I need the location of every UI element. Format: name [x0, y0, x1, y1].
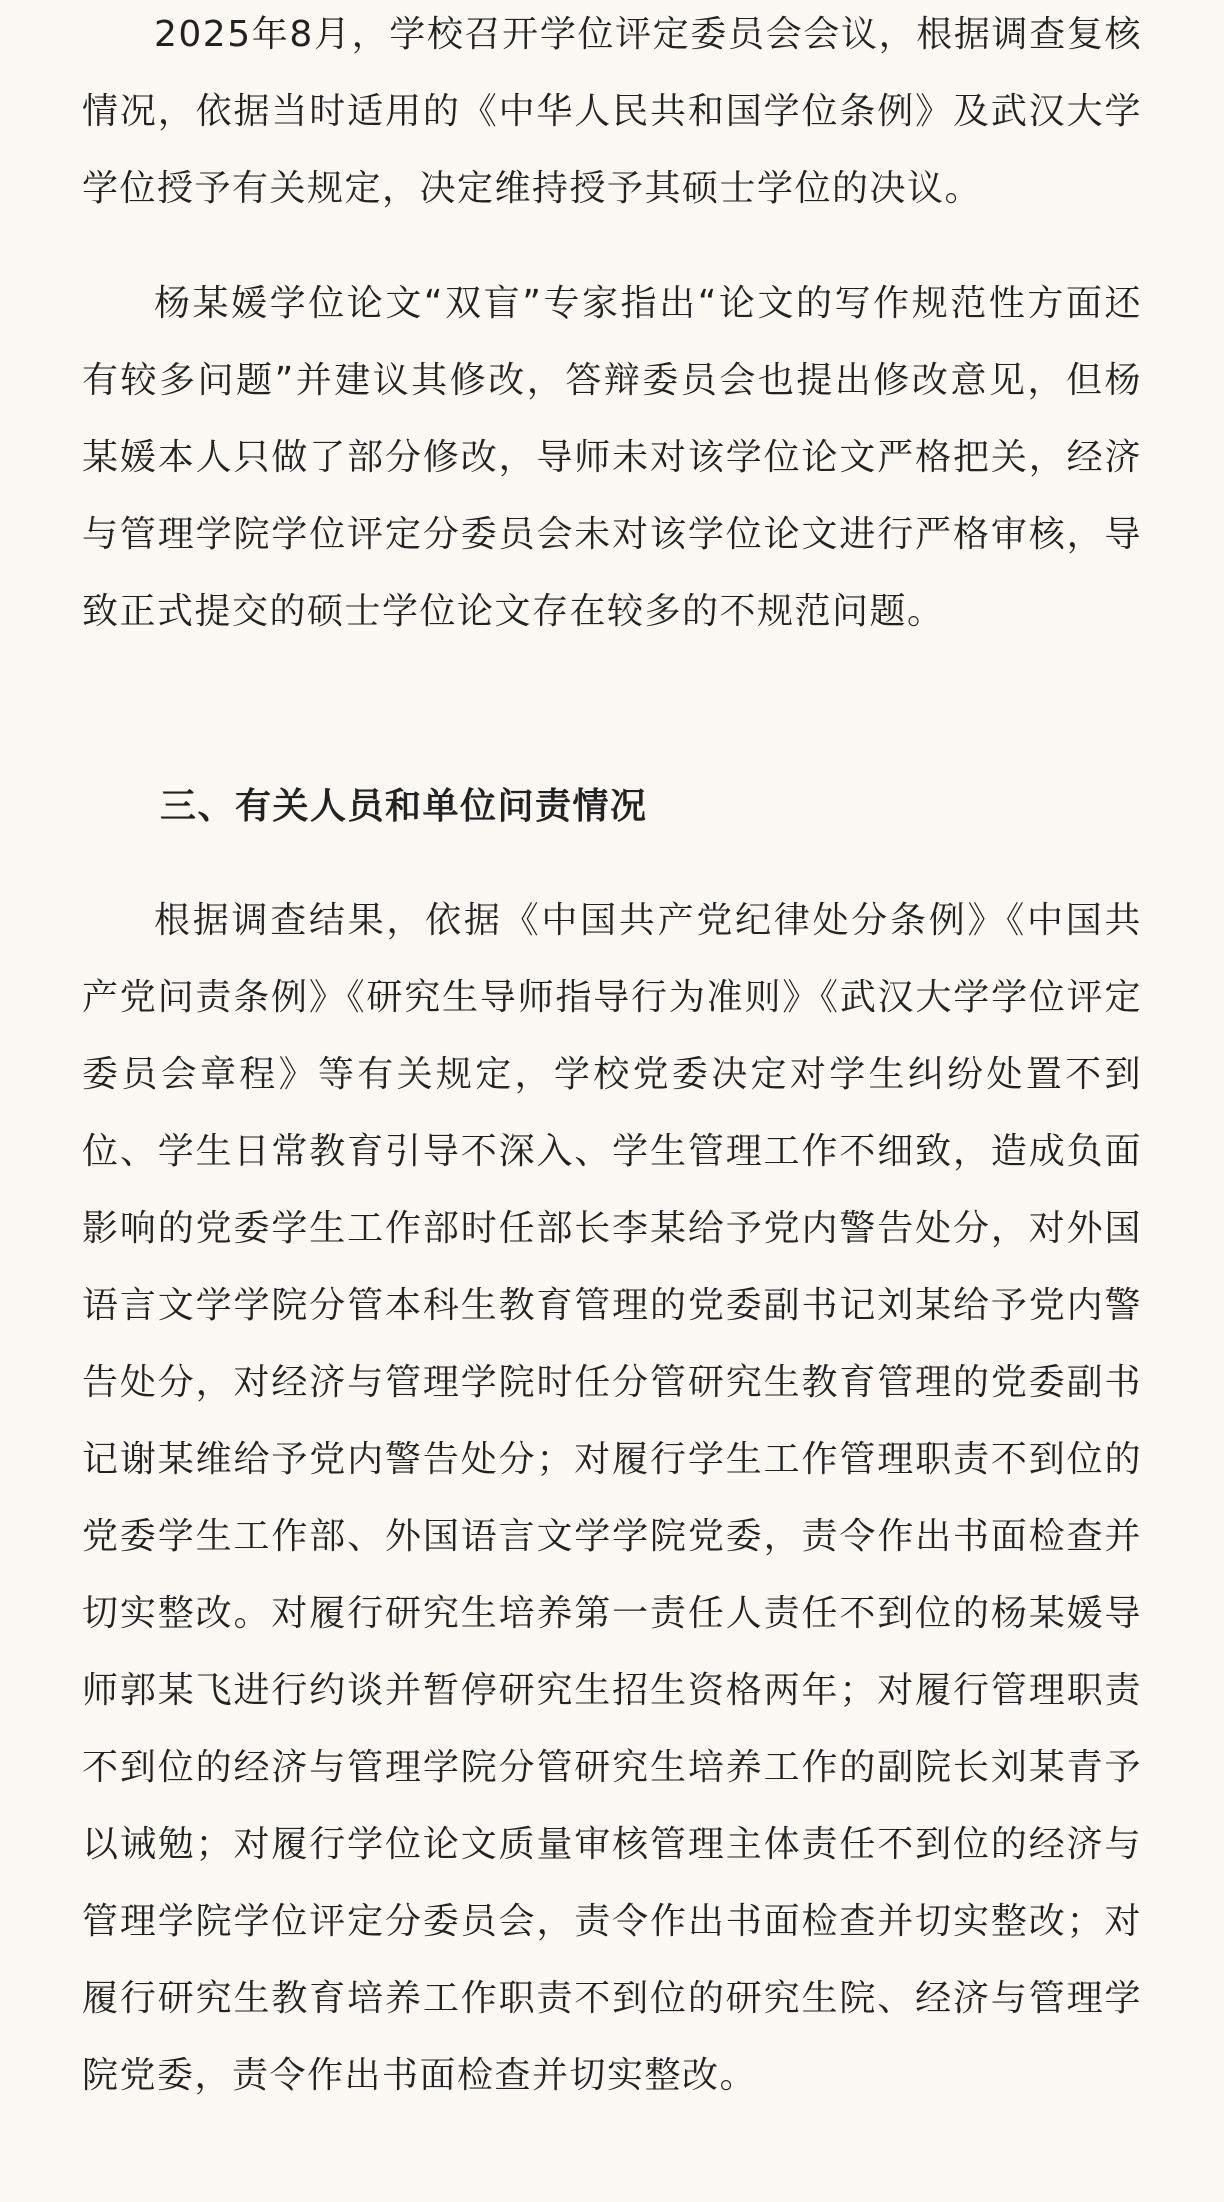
paragraph-accountability: 根据调查结果，依据《中国共产党纪律处分条例》《中国共产党问责条例》《研究生导师指导行为准则》《武汉大学学位评定委员会章程》等有关规定，学校党委决定对学生纠纷处置不到位、学生日常教育引导不深入、学生管理工作不细致，造成负面影响的党委学生工作部时任部长李某给予党内警告处分，对外国语言文学学院分管本科生教育管理的党委副书记刘某给予党内警告处分，对经济与管理学院时任分管研究生教育管理的党委副书记谢某维给予党内警告处分；对履行学生工作管理职责不到位的党委学生工作部、外国语言文学学院党委，责令作出书面检查并切实整改。对履行研究生培养第一责任人责任不到位的杨某媛导师郭某飞进行约谈并暂停研究生招生资格两年；对履行管理职责不到位的经济与管理学院分管研究生培养工作的副院长刘某青予以诫勉；对履行学位论文质量审核管理主体责任不到位的经济与管理学院学位评定分委员会，责令作出书面检查并切实整改；对履行研究生教育培养工作职责不到位的研究生院、经济与管理学院党委，责令作出书面检查并切实整改。	[82, 900, 1142, 2096]
section-heading: 三、有关人员和单位问责情况	[160, 786, 648, 827]
paragraph-degree-decision: 2025年8月，学校召开学位评定委员会会议，根据调查复核情况，依据当时适用的《中华人民共和国学位条例》及武汉大学学位授予有关规定，决定维持授予其硕士学位的决议。	[82, 14, 1142, 209]
paragraph-thesis-issues: 杨某媛学位论文“双盲”专家指出“论文的写作规范性方面还有较多问题”并建议其修改，答辩委员会也提出修改意见，但杨某媛本人只做了部分修改，导师未对该学位论文严格把关，经济与管理学院学位评定分委员会未对该学位论文进行严格审核，导致正式提交的硕士学位论文存在较多的不规范问题。	[82, 283, 1142, 632]
